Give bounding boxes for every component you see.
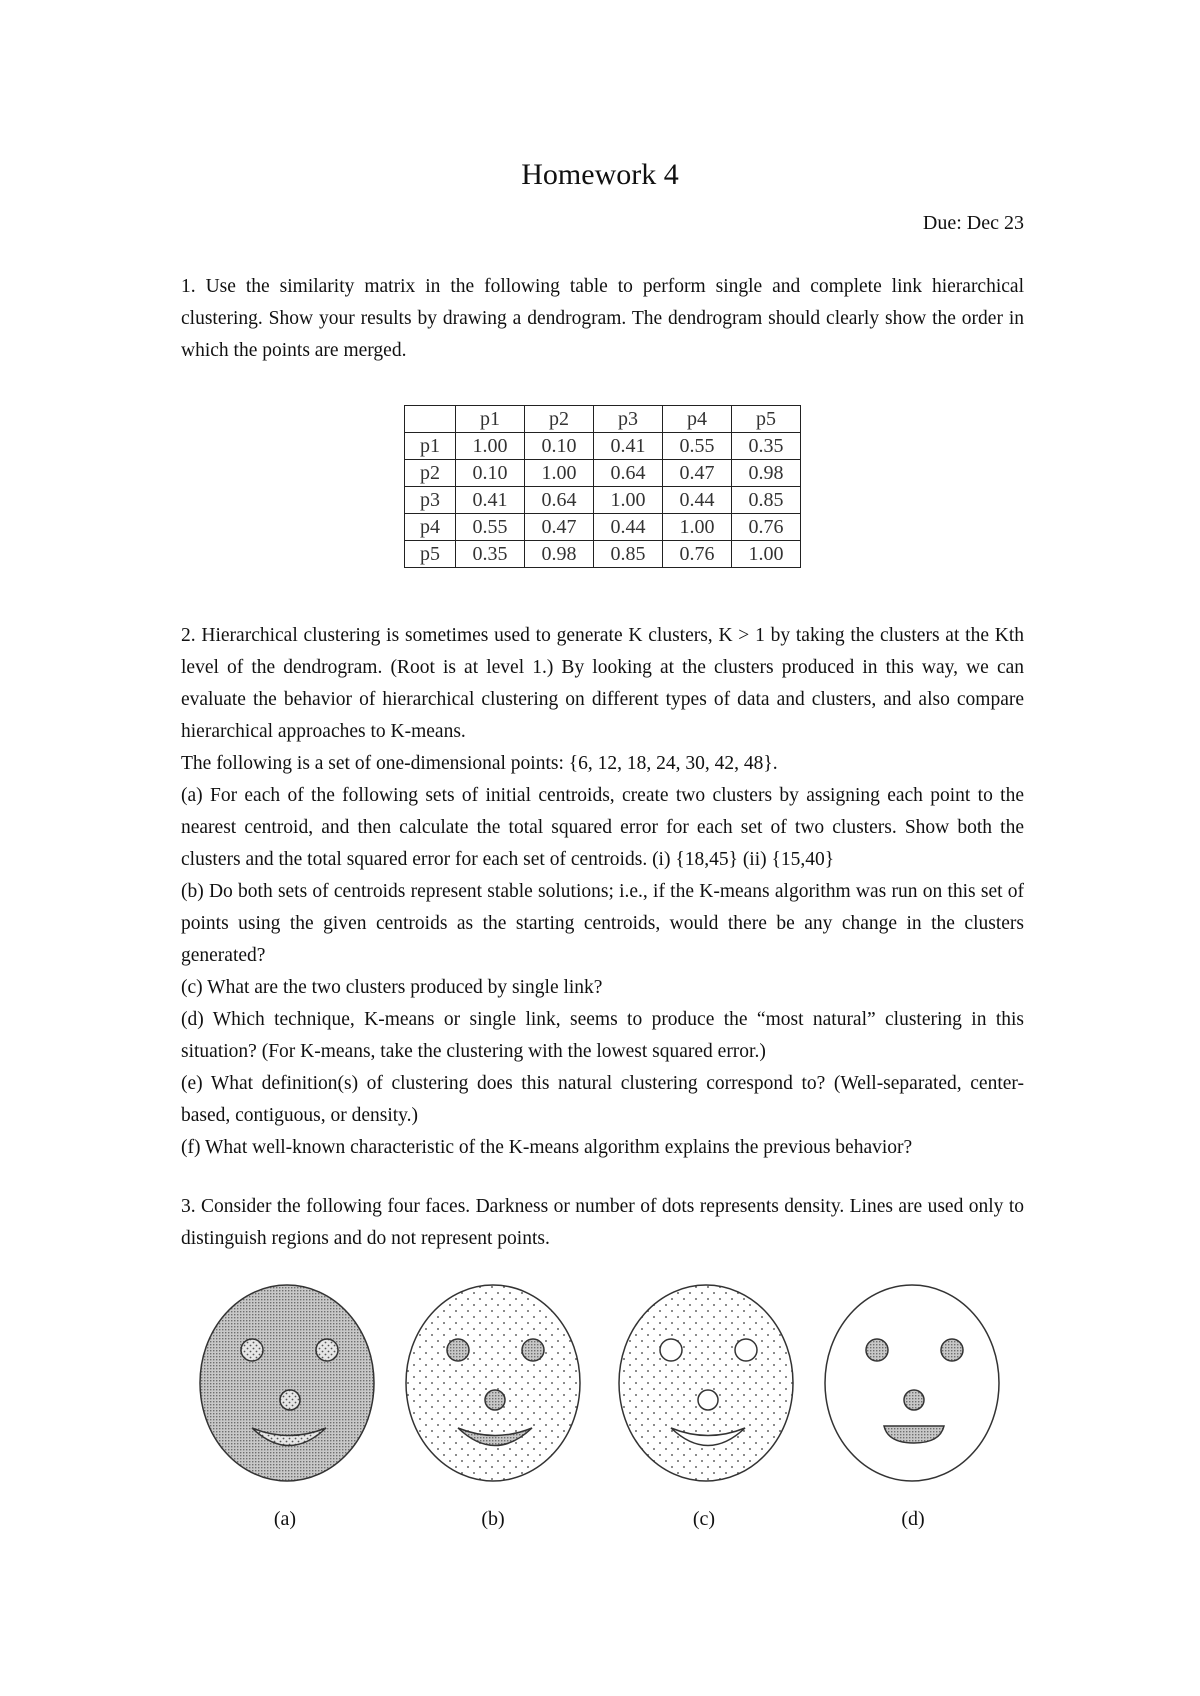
face-d-nose	[904, 1390, 924, 1410]
table-cell: 0.41	[594, 433, 663, 460]
table-cell: 0.35	[456, 541, 525, 568]
column-header: p2	[525, 406, 594, 433]
table-cell: 0.47	[525, 514, 594, 541]
table-cell: 0.98	[525, 541, 594, 568]
table-cell: 0.55	[456, 514, 525, 541]
column-header: p1	[456, 406, 525, 433]
column-header: p5	[732, 406, 801, 433]
face-b-outline	[406, 1285, 580, 1481]
question-2-part-c: (c) What are the two clusters produced by single link?	[181, 977, 603, 998]
table-row	[405, 541, 801, 568]
table-row	[405, 460, 801, 487]
table-cell: 0.64	[525, 487, 594, 514]
face-b-nose	[485, 1390, 505, 1410]
table-cell: 1.00	[456, 433, 525, 460]
question-3	[181, 1191, 1024, 1255]
table-cell: 0.41	[456, 487, 525, 514]
table-row	[405, 433, 801, 460]
face-d	[825, 1285, 999, 1481]
question-2-points: The following is a set of one-dimensional points: {6, 12, 18, 24, 30, 42, 48}.	[181, 753, 778, 774]
table-cell: 0.10	[525, 433, 594, 460]
face-d-right-eye	[941, 1339, 963, 1361]
question-3-text: 3. Consider the following four faces. Darkness or number of dots represents density. Lines are used only to distinguish regions and do not represent points.	[181, 1196, 1024, 1249]
page-title: Homework 4	[521, 158, 679, 191]
table-cell: 0.85	[732, 487, 801, 514]
question-2	[181, 620, 1024, 1164]
row-header: p1	[405, 433, 456, 460]
table-row	[405, 514, 801, 541]
face-b	[406, 1285, 580, 1481]
face-label-d: (d)	[901, 1508, 925, 1530]
face-label-c: (c)	[692, 1508, 716, 1530]
table-cell: 0.64	[594, 460, 663, 487]
table-cell: 0.10	[456, 460, 525, 487]
table-corner-cell	[405, 406, 456, 433]
question-2-part-e: (e) What definition(s) of clustering does this natural clustering correspond to? (Well-separated, center-based, contiguous, or density.)	[181, 1073, 1024, 1126]
face-d-left-eye	[866, 1339, 888, 1361]
face-c-nose	[698, 1390, 718, 1410]
table-cell: 0.47	[663, 460, 732, 487]
table-cell: 0.44	[663, 487, 732, 514]
face-a-right-eye	[316, 1339, 338, 1361]
row-header: p2	[405, 460, 456, 487]
face-c-right-eye	[735, 1339, 757, 1361]
table-cell: 0.85	[594, 541, 663, 568]
question-2-intro: 2. Hierarchical clustering is sometimes used to generate K clusters, K > 1 by taking the clusters at the Kth level of the dendrogram. (Root is at level 1.) By looking at the clusters produced in this way, we can evaluate the behavior of hierarchical clustering on different types of data and clusters, and also compare hierarchical approaches to K-means.	[181, 625, 1024, 742]
row-header: p3	[405, 487, 456, 514]
similarity-matrix-table	[404, 405, 801, 568]
face-d-outline	[825, 1285, 999, 1481]
table-cell: 0.55	[663, 433, 732, 460]
face-c-left-eye	[660, 1339, 682, 1361]
question-2-part-f: (f) What well-known characteristic of the K-means algorithm explains the previous behavior?	[181, 1137, 913, 1158]
row-header: p5	[405, 541, 456, 568]
table-header-row	[405, 406, 801, 433]
face-label-b: (b)	[481, 1508, 505, 1530]
face-a-nose	[280, 1390, 300, 1410]
question-1	[181, 271, 1024, 367]
question-2-part-d: (d) Which technique, K-means or single link, seems to produce the “most natural” clustering in this situation? (For K-means, take the clustering with the lowest squared error.)	[181, 1009, 1024, 1062]
face-a	[200, 1285, 374, 1481]
question-1-text: 1. Use the similarity matrix in the following table to perform single and complete link hierarchical clustering. Show your results by drawing a dendrogram. The dendrogram should clearly show the order in which the points are merged.	[181, 276, 1024, 361]
row-header: p4	[405, 514, 456, 541]
face-a-outline	[200, 1285, 374, 1481]
table-cell: 0.35	[732, 433, 801, 460]
table-row	[405, 487, 801, 514]
face-a-left-eye	[241, 1339, 263, 1361]
face-b-right-eye	[522, 1339, 544, 1361]
table-cell: 0.76	[663, 541, 732, 568]
face-c-outline	[619, 1285, 793, 1481]
table-cell: 0.44	[594, 514, 663, 541]
table-cell: 0.76	[732, 514, 801, 541]
column-header: p3	[594, 406, 663, 433]
table-cell: 1.00	[663, 514, 732, 541]
table-cell: 1.00	[594, 487, 663, 514]
table-cell: 0.98	[732, 460, 801, 487]
face-b-left-eye	[447, 1339, 469, 1361]
face-c	[619, 1285, 793, 1481]
question-2-part-a: (a) For each of the following sets of initial centroids, create two clusters by assigning each point to the nearest centroid, and then calculate the total squared error for each set of two clusters. Show both the clusters and the total squared error for each set of centroids. (i) {18,45} (ii) {15,40}	[181, 785, 1024, 870]
table-cell: 1.00	[525, 460, 594, 487]
column-header: p4	[663, 406, 732, 433]
due-date: Due: Dec 23	[922, 212, 1024, 234]
question-2-part-b: (b) Do both sets of centroids represent stable solutions; i.e., if the K-means algorithm was run on this set of points using the given centroids as the starting centroids, would there be any change in the clusters generated?	[181, 881, 1024, 966]
table-cell: 1.00	[732, 541, 801, 568]
face-label-a: (a)	[273, 1508, 297, 1530]
